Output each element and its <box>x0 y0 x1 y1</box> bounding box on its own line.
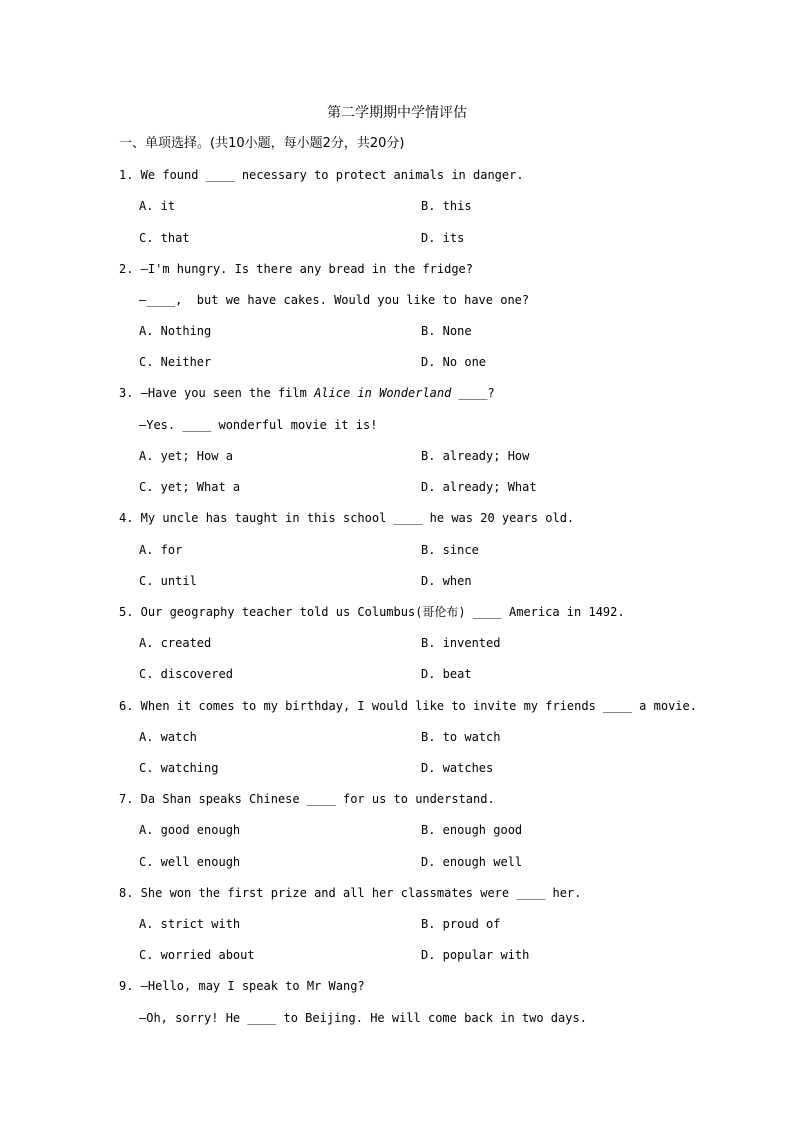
question-2-stem: 2. —I'm hungry. Is there any bread in the fridge? <box>119 262 474 276</box>
question-1-option-d: D. its <box>421 231 465 245</box>
question-3-reply: —Yes. ____ wonderful movie it is! <box>139 418 378 432</box>
question-8-option-c: C. worried about <box>139 948 255 962</box>
question-1-option-c: C. that <box>139 231 190 245</box>
question-3-option-d: D. already; What <box>421 480 537 494</box>
question-3-stem-end: ____? <box>451 386 495 400</box>
question-4-option-c: C. until <box>139 574 197 588</box>
question-5-option-a: A. created <box>139 636 212 650</box>
question-1-option-b: B. this <box>421 199 472 213</box>
question-2-option-a: A. Nothing <box>139 324 212 338</box>
question-7-option-c: C. well enough <box>139 855 241 869</box>
question-1-option-a: A. it <box>139 199 176 213</box>
question-9-reply: —Oh, sorry! He ____ to Beijing. He will come back in two days. <box>139 1011 587 1025</box>
question-3-stem-start: 3. —Have you seen the film <box>119 386 315 400</box>
question-2-option-c: C. Neither <box>139 355 212 369</box>
question-9-stem: 9. —Hello, may I speak to Mr Wang? <box>119 979 365 993</box>
question-5-option-b: B. invented <box>421 636 501 650</box>
question-5-stem: 5. Our geography teacher told us Columbus(哥伦布) ____ America in 1492. <box>119 605 625 619</box>
question-8-option-d: D. popular with <box>421 948 530 962</box>
question-3-option-a: A. yet; How a <box>139 449 233 463</box>
question-8-stem: 8. She won the first prize and all her classmates were ____ her. <box>119 886 582 900</box>
question-7-option-a: A. good enough <box>139 823 241 837</box>
question-6-option-d: D. watches <box>421 761 494 775</box>
film-title: Alice in Wonderland <box>314 386 452 400</box>
question-3-option-b: B. already; How <box>421 449 530 463</box>
question-7-stem: 7. Da Shan speaks Chinese ____ for us to understand. <box>119 792 495 806</box>
question-5-option-c: C. discovered <box>139 667 233 681</box>
question-5-option-d: D. beat <box>421 667 472 681</box>
question-1-stem: 1. We found ____ necessary to protect animals in danger. <box>119 168 524 182</box>
question-2-reply: —____, but we have cakes. Would you like to have one? <box>139 293 530 307</box>
question-4-option-b: B. since <box>421 543 479 557</box>
question-2-option-b: B. None <box>421 324 472 338</box>
question-8-option-a: A. strict with <box>139 917 241 931</box>
question-2-option-d: D. No one <box>421 355 487 369</box>
question-8-option-b: B. proud of <box>421 917 501 931</box>
question-7-option-d: D. enough well <box>421 855 523 869</box>
question-4-option-a: A. for <box>139 543 183 557</box>
question-6-option-b: B. to watch <box>421 730 501 744</box>
question-3-option-c: C. yet; What a <box>139 480 241 494</box>
question-4-option-d: D. when <box>421 574 472 588</box>
question-6-option-a: A. watch <box>139 730 197 744</box>
question-6-stem: 6. When it comes to my birthday, I would like to invite my friends ____ a movie. <box>119 699 697 713</box>
page-title: 第二学期期中学情评估 <box>327 105 467 121</box>
question-7-option-b: B. enough good <box>421 823 523 837</box>
question-3-stem <box>119 387 495 399</box>
section-heading: 一、单项选择。(共10小题，每小题2分，共20分) <box>119 136 405 151</box>
question-4-stem: 4. My uncle has taught in this school ____ he was 20 years old. <box>119 511 575 525</box>
question-6-option-c: C. watching <box>139 761 219 775</box>
